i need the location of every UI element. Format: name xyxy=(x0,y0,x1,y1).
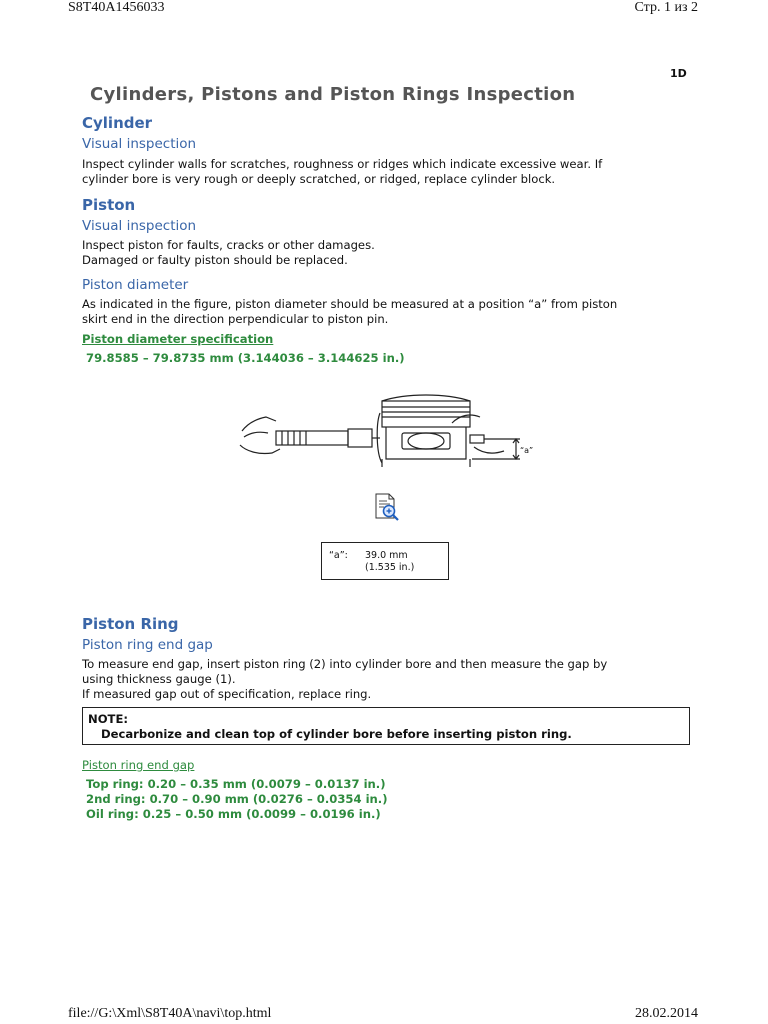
text-line: Inspect cylinder walls for scratches, roughness or ridges which indicate excessive wear. If xyxy=(82,157,603,171)
text-line: Damaged or faulty piston should be replaced. xyxy=(82,253,348,267)
text-line: As indicated in the figure, piston diameter should be measured at a position “a” from piston xyxy=(82,297,618,311)
chapter-code: 1D xyxy=(670,67,687,80)
text-line: Inspect piston for faults, cracks or other damages. xyxy=(82,238,375,252)
value-box-key: “a”: xyxy=(329,550,348,561)
piston-inspection-text xyxy=(82,238,692,268)
text-line: using thickness gauge (1). xyxy=(82,672,236,686)
piston-diameter-spec-value: 79.8585 – 79.8735 mm (3.144036 – 3.144625 in.) xyxy=(86,351,405,365)
piston-heading: Piston xyxy=(82,196,136,214)
text-line: To measure end gap, insert piston ring (2) into cylinder bore and then measure the gap by xyxy=(82,657,608,671)
note-body: Decarbonize and clean top of cylinder bore before inserting piston ring. xyxy=(101,727,572,741)
header-doc-id: S8T40A1456033 xyxy=(68,0,165,15)
text-line: skirt end in the direction perpendicular to piston pin. xyxy=(82,312,389,326)
piston-ring-text xyxy=(82,657,692,702)
piston-diameter-heading: Piston diameter xyxy=(82,277,189,293)
piston-ring-spec-values xyxy=(86,777,388,822)
text-line: If measured gap out of specification, replace ring. xyxy=(82,687,372,701)
top-ring-spec: Top ring: 0.20 – 0.35 mm (0.0079 – 0.0137 in.) xyxy=(86,777,386,791)
page-title: Cylinders, Pistons and Piston Rings Inspection xyxy=(90,84,576,105)
note-title: NOTE: xyxy=(88,712,129,726)
piston-ring-end-gap-link[interactable]: Piston ring end gap xyxy=(82,758,195,772)
dimension-a-label: “a” xyxy=(520,446,534,455)
footer-date: 28.02.2014 xyxy=(635,1006,698,1021)
note-box xyxy=(82,707,690,745)
dimension-a-value-box xyxy=(321,542,449,580)
cylinder-inspection-text xyxy=(82,157,692,187)
header-page-number: Стр. 1 из 2 xyxy=(634,0,698,15)
piston-ring-end-gap-heading: Piston ring end gap xyxy=(82,637,213,653)
cylinder-heading: Cylinder xyxy=(82,114,153,132)
piston-diameter-spec-link[interactable]: Piston diameter specification xyxy=(82,332,274,346)
piston-ring-heading: Piston Ring xyxy=(82,615,179,633)
value-box-in: (1.535 in.) xyxy=(365,562,415,573)
cylinder-visual-inspection-heading: Visual inspection xyxy=(82,136,197,152)
piston-visual-inspection-heading: Visual inspection xyxy=(82,218,197,234)
value-box-mm: 39.0 mm xyxy=(365,550,408,561)
text-line: cylinder bore is very rough or deeply scratched, or ridged, replace cylinder block. xyxy=(82,172,556,186)
piston-measurement-figure xyxy=(236,393,536,475)
second-ring-spec: 2nd ring: 0.70 – 0.90 mm (0.0276 – 0.0354 in.) xyxy=(86,792,388,806)
piston-diameter-text xyxy=(82,297,692,327)
footer-file-path: file://G:\Xml\S8T40A\navi\top.html xyxy=(68,1006,272,1021)
oil-ring-spec: Oil ring: 0.25 – 0.50 mm (0.0099 – 0.0196 in.) xyxy=(86,807,381,821)
zoom-document-icon[interactable] xyxy=(372,492,402,522)
